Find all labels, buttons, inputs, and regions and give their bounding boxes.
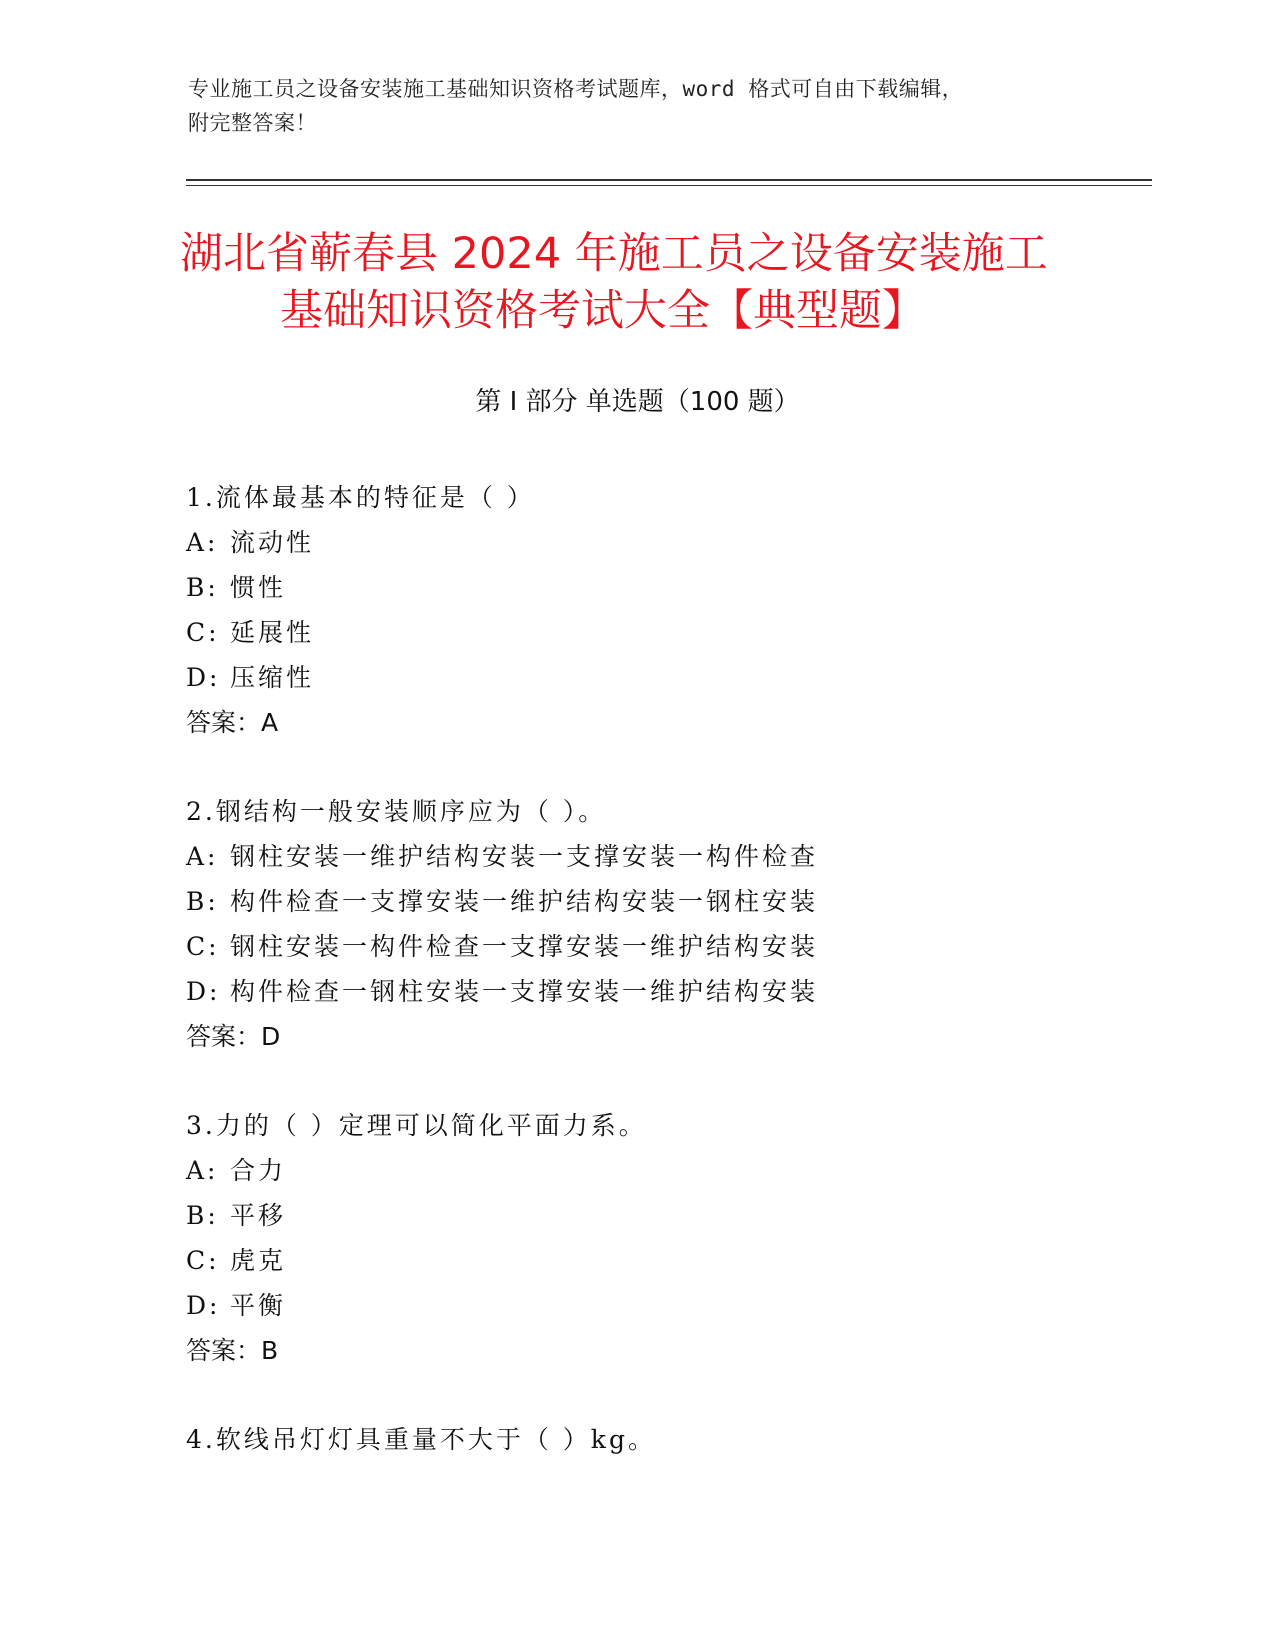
option-text: 平移 xyxy=(230,1201,287,1230)
option-c xyxy=(186,1238,1086,1283)
title-line-1: 湖北省蕲春县 2024 年施工员之设备安装施工 xyxy=(180,229,1048,279)
option-text: 压缩性 xyxy=(230,663,315,692)
header-divider-thick xyxy=(186,179,1152,181)
option-d xyxy=(186,1283,1086,1328)
option-text: 延展性 xyxy=(230,618,315,647)
option-label: D: xyxy=(186,1291,221,1320)
title-line-2: 基础知识资格考试大全【典型题】 xyxy=(280,286,925,336)
option-label: D: xyxy=(186,977,221,1006)
question-stem: 3.力的（ ）定理可以简化平面力系。 xyxy=(186,1111,647,1140)
header-note-line-1: 专业施工员之设备安装施工基础知识资格考试题库，word 格式可自由下载编辑， xyxy=(188,77,964,101)
document-title xyxy=(180,226,1100,340)
option-d xyxy=(186,655,1086,700)
option-text: 钢柱安装一维护结构安装一支撑安装一构件检查 xyxy=(230,842,819,871)
option-a xyxy=(186,520,1086,565)
option-label: B: xyxy=(186,573,219,602)
option-c xyxy=(186,610,1086,655)
question-4 xyxy=(186,1417,1086,1462)
option-text: 构件检查一支撑安装一维护结构安装一钢柱安装 xyxy=(230,887,819,916)
option-label: A: xyxy=(186,842,219,871)
option-d xyxy=(186,969,1086,1014)
option-b xyxy=(186,879,1086,924)
option-text: 构件检查一钢柱安装一支撑安装一维护结构安装 xyxy=(230,977,819,1006)
header-note-line-2: 附完整答案！ xyxy=(188,111,317,135)
option-b xyxy=(186,1193,1086,1238)
question-1 xyxy=(186,475,1086,745)
question-stem: 2.钢结构一般安装顺序应为（ ）。 xyxy=(186,797,607,826)
option-label: B: xyxy=(186,887,219,916)
answer: 答案：B xyxy=(186,1336,279,1365)
option-label: A: xyxy=(186,528,219,557)
header-divider-thin xyxy=(186,185,1152,186)
answer: 答案：D xyxy=(186,1022,281,1051)
answer: 答案：A xyxy=(186,708,279,737)
question-list xyxy=(186,475,1086,1506)
option-text: 钢柱安装一构件检查一支撑安装一维护结构安装 xyxy=(230,932,819,961)
option-label: B: xyxy=(186,1201,219,1230)
option-label: C: xyxy=(186,1246,220,1275)
question-2 xyxy=(186,789,1086,1059)
option-text: 平衡 xyxy=(230,1291,287,1320)
option-text: 虎克 xyxy=(230,1246,287,1275)
option-a xyxy=(186,834,1086,879)
option-label: C: xyxy=(186,618,220,647)
option-b xyxy=(186,565,1086,610)
option-label: C: xyxy=(186,932,220,961)
option-label: A: xyxy=(186,1156,219,1185)
question-3 xyxy=(186,1103,1086,1373)
option-c xyxy=(186,924,1086,969)
option-text: 合力 xyxy=(230,1156,287,1185)
section-heading: 第 I 部分 单选题（100 题） xyxy=(475,387,800,417)
header-note xyxy=(188,72,1088,140)
question-stem: 1.流体最基本的特征是（ ） xyxy=(186,483,535,512)
option-text: 惯性 xyxy=(230,573,287,602)
option-a xyxy=(186,1148,1086,1193)
option-text: 流动性 xyxy=(230,528,315,557)
option-label: D: xyxy=(186,663,221,692)
question-stem: 4.软线吊灯灯具重量不大于（ ）kg。 xyxy=(186,1425,656,1454)
